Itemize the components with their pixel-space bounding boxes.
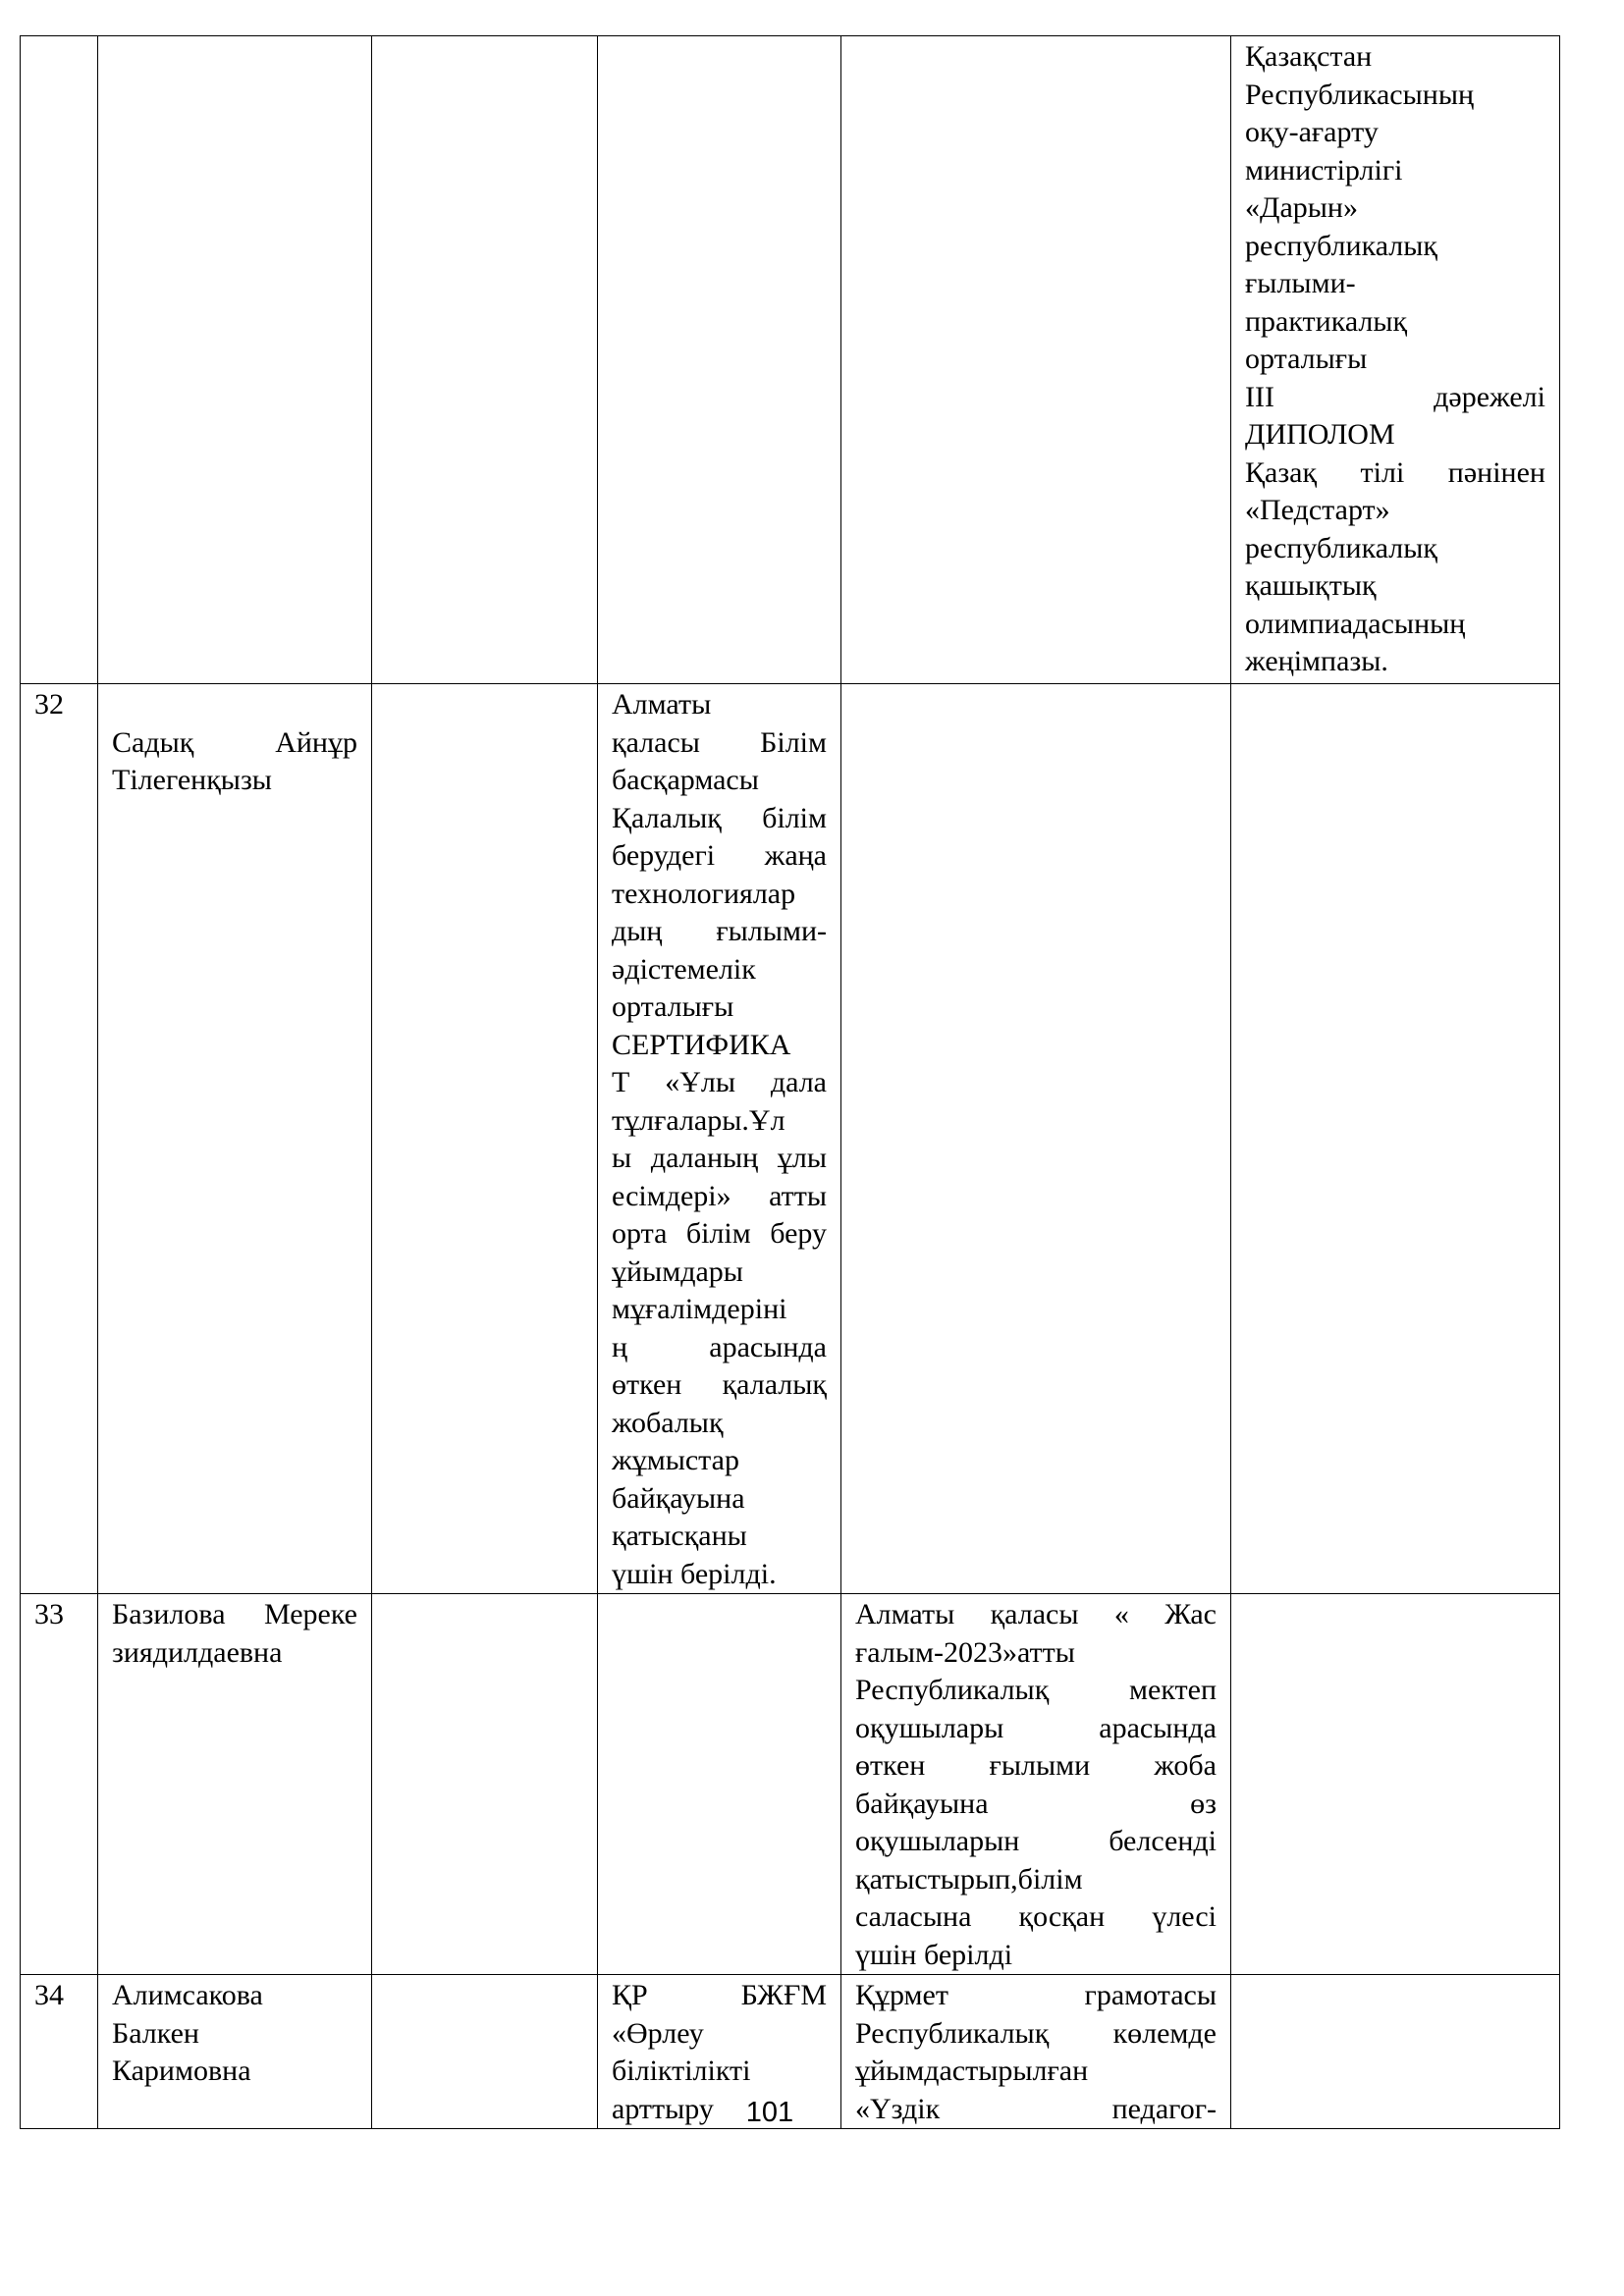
row-number: 34 xyxy=(21,1975,98,2129)
text-line: республикалық xyxy=(1245,531,1437,564)
text-line: өткен қалалық xyxy=(612,1368,827,1401)
text-line: ғалым-2023»атты xyxy=(855,1635,1075,1669)
text-line: практикалық xyxy=(1245,304,1408,338)
col3-cell xyxy=(372,36,598,684)
text-line: жеңімпазы. xyxy=(1245,645,1388,677)
text-line: тұлғалары.Ұл xyxy=(612,1103,785,1137)
text-line: Республикасының xyxy=(1245,78,1475,111)
text-line: ұйымдастырылған xyxy=(855,2055,1089,2087)
text-line: «Үздік педагог- xyxy=(855,2092,1217,2125)
name-cell xyxy=(98,1594,372,1975)
text-line: өткен ғылыми жоба xyxy=(855,1749,1217,1782)
row-number: 33 xyxy=(21,1594,98,1975)
text-line: Садық Айнұр xyxy=(112,725,357,759)
text-line: есімдері» атты xyxy=(612,1179,827,1212)
text-line: «Дарын» xyxy=(1245,191,1358,224)
col5-cell xyxy=(841,684,1231,1594)
text-line: министірлігі xyxy=(1245,153,1403,187)
text-line: Балкен xyxy=(112,2016,199,2050)
text-line: оқу-ағарту xyxy=(1245,116,1379,148)
text-line: технологиялар xyxy=(612,877,796,910)
text-line: ғылыми- xyxy=(1245,267,1356,299)
text-line: Алматы қаласы « Жас xyxy=(855,1598,1217,1630)
text-line: ДИПОЛОМ xyxy=(1245,418,1395,451)
text-line: Қазақстан xyxy=(1245,40,1373,73)
text-line: байқауына өз xyxy=(855,1787,1217,1820)
text-line: орталығы xyxy=(1245,343,1368,375)
text-line: Қалалық білім xyxy=(612,801,827,834)
name-cell xyxy=(98,684,372,1594)
text-line: СЕРТИФИКА xyxy=(612,1028,791,1061)
text-line: республикалық xyxy=(1245,229,1437,262)
text-line: ы даланың ұлы xyxy=(612,1142,827,1174)
text-line: Республикалық көлемде xyxy=(855,2016,1217,2050)
col5-cell xyxy=(841,36,1231,684)
text-line: дың ғылыми- xyxy=(612,915,827,947)
name-cell xyxy=(98,36,372,684)
certificate-cell xyxy=(841,1594,1231,1975)
text-line: байқауына xyxy=(612,1481,745,1515)
certificate-cell xyxy=(598,684,841,1594)
text-line: мұғалімдеріні xyxy=(612,1293,787,1325)
table-row xyxy=(21,36,1560,684)
text-line: «Өрлеу xyxy=(612,2016,704,2050)
awards-table xyxy=(20,35,1560,2129)
text-line: басқармасы xyxy=(612,764,759,796)
text-line: «Педстарт» xyxy=(1245,494,1390,526)
text-line: жобалық xyxy=(612,1406,724,1439)
text-line: қатыстырып,білім xyxy=(855,1862,1083,1896)
text-line: ң арасында xyxy=(612,1330,827,1363)
col3-cell xyxy=(372,1594,598,1975)
text-line: Алматы xyxy=(612,688,712,721)
text-line: Базилова Мереке xyxy=(112,1598,357,1630)
text-line: Қазақ тілі пәнінен xyxy=(1245,455,1545,489)
table-row xyxy=(21,1594,1560,1975)
text-line: берудегі жаңа xyxy=(612,839,827,872)
text-line: біліктілікті xyxy=(612,2055,751,2087)
text-line: ІІІ дәрежелі xyxy=(1245,380,1545,413)
text-line: Республикалық мектеп xyxy=(855,1674,1217,1706)
text-line: Тілегенқызы xyxy=(112,764,272,796)
text-line: үшін берілді. xyxy=(612,1557,777,1590)
row-number: 32 xyxy=(21,684,98,1594)
col4-cell xyxy=(598,1594,841,1975)
text-line: Құрмет грамотасы xyxy=(855,1979,1217,2011)
col4-cell xyxy=(598,36,841,684)
text-line: қатысқаны xyxy=(612,1520,747,1552)
text-line: арттыру xyxy=(612,2092,714,2125)
award-cell xyxy=(1231,684,1560,1594)
text-line: ұйымдары xyxy=(612,1255,743,1288)
table-row xyxy=(21,684,1560,1594)
text-line: қашықтық xyxy=(1245,569,1377,602)
col3-cell xyxy=(372,684,598,1594)
text-line: Каримовна xyxy=(112,2055,251,2087)
text-line: олимпиадасының xyxy=(1245,607,1466,640)
text-line: үшін берілді xyxy=(855,1938,1013,1971)
text-line: оқушыларын белсенді xyxy=(855,1825,1217,1857)
text-line xyxy=(112,686,357,724)
text-line: зиядилдаевна xyxy=(112,1635,283,1669)
row-number xyxy=(21,36,98,684)
text-line: ҚР БЖҒМ xyxy=(612,1979,827,2011)
text-line: Т «Ұлы дала xyxy=(612,1066,827,1098)
text-line: орталығы xyxy=(612,990,734,1023)
text-line: орта білім беру xyxy=(612,1217,827,1250)
award-cell xyxy=(1231,1594,1560,1975)
text-line: қаласы Білім xyxy=(612,725,827,759)
page-number: 101 xyxy=(745,2097,794,2128)
text-line: оқушылары арасында xyxy=(855,1711,1217,1744)
text-line: әдістемелік xyxy=(612,952,756,986)
text-line: Алимсакова xyxy=(112,1979,263,2011)
text-line: саласына қосқан үлесі xyxy=(855,1900,1217,1933)
text-line: жұмыстар xyxy=(612,1444,739,1476)
award-cell xyxy=(1231,36,1560,684)
